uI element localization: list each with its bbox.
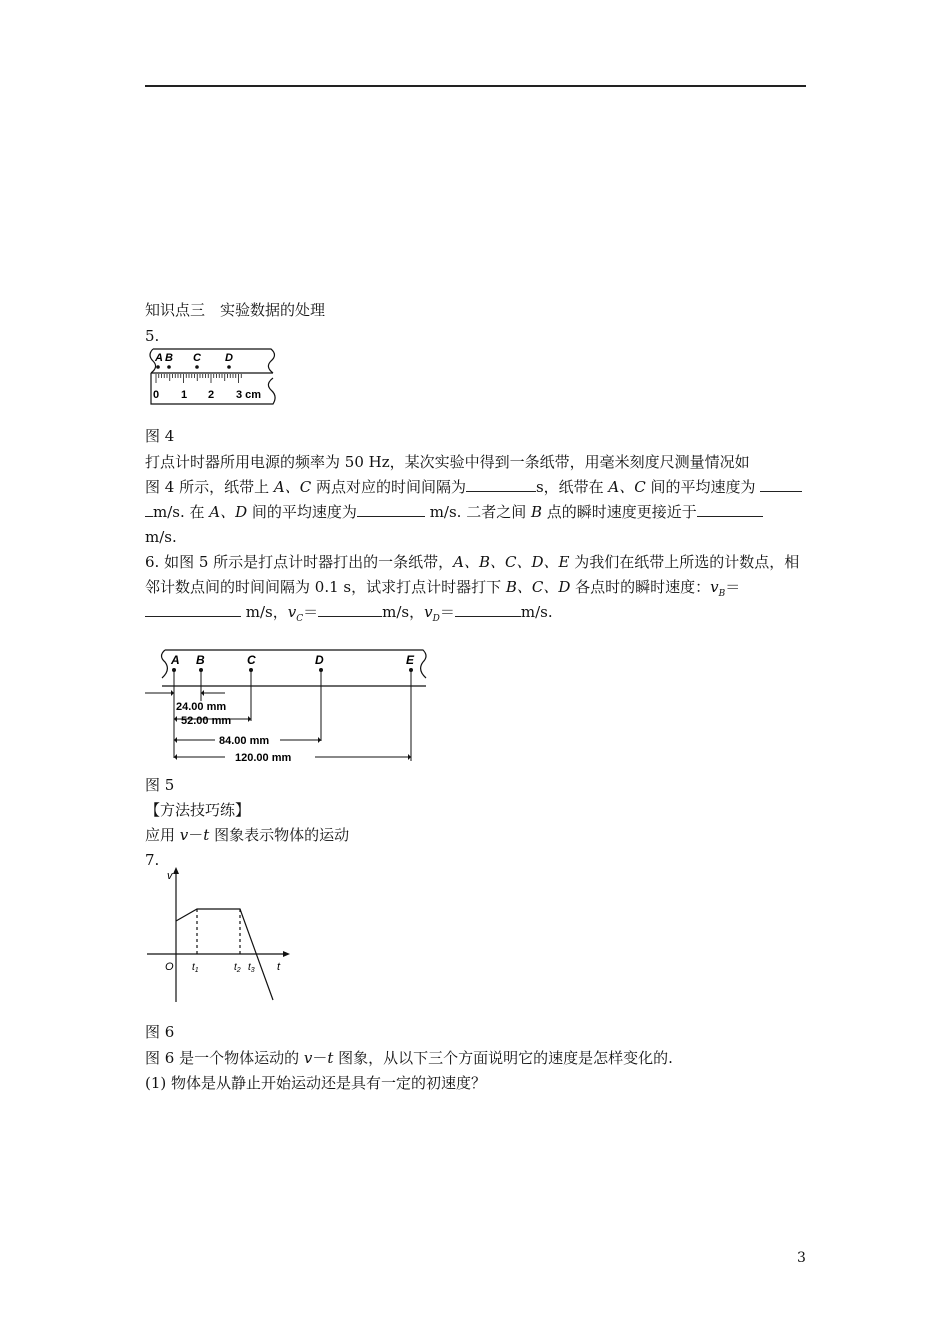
figure-6-caption: 图 6: [145, 1023, 175, 1041]
q7-text-line-1: 图 6 是一个物体运动的 v－t 图象，从以下三个方面说明它的速度是怎样变化的.: [145, 1049, 673, 1067]
ruler-label-2: 2: [208, 389, 215, 401]
tape5-point-c: C: [247, 653, 256, 667]
figure-5-tape-measurements: [145, 646, 435, 768]
tape5-point-a: A: [171, 653, 180, 667]
question-7-number: 7.: [145, 851, 160, 869]
tape5-point-d: D: [315, 653, 324, 667]
page-number: 3: [797, 1250, 806, 1266]
q6-text-line-1: 6. 如图 5 所示是打点计时器打出的一条纸带，A、B、C、D、E 为我们在纸带上所选的计数点，相: [145, 553, 800, 571]
t2-label: $t_2$: [234, 962, 241, 974]
q5-text-line-3: m/s. 在 A、D 间的平均速度为 m/s. 二者之间 B 点的瞬时速度更接近于: [145, 502, 763, 522]
header-rule: [145, 85, 806, 87]
q6-text-line-2: 邻计数点间的时间间隔为 0.1 s，试求打点计时器打下 B、C、D 各点时的瞬时速度：$v_B=$: [145, 578, 741, 599]
ruler-label-3cm: 3 cm: [236, 389, 262, 401]
figure-5-caption: 图 5: [145, 776, 175, 794]
axis-v-label: v: [167, 870, 173, 882]
answer-blank-ad-speed: [357, 502, 425, 517]
answer-blank-vd: [455, 602, 521, 617]
t1-label: $t_1$: [192, 962, 199, 974]
tape-point-d: D: [225, 352, 233, 364]
q6-text-line-3: m/s，$v_C= m/s$，$v_D= m/s$.: [145, 602, 553, 629]
axis-t-label: t: [277, 961, 281, 973]
ruler-label-1: 1: [181, 389, 188, 401]
q5-text-line-1: 打点计时器所用电源的频率为 50 Hz，某次实验中得到一条纸带，用毫米刻度尺测量情况如: [145, 453, 750, 471]
answer-blank-b-speed: [697, 502, 763, 517]
answer-blank-vb: [145, 602, 241, 617]
answer-blank-ac-speed: [760, 477, 802, 492]
method-title: 应用 v－t 图象表示物体的运动: [145, 826, 350, 844]
ruler: [151, 373, 275, 404]
tape-point-c: C: [193, 352, 201, 364]
tape-point-a: A: [155, 352, 163, 364]
distance-ab: 24.00 mm: [176, 701, 227, 713]
t3-label: $t_3$: [248, 962, 255, 974]
q5-text-line-4: m/s.: [145, 528, 177, 546]
question-5-number: 5.: [145, 327, 160, 345]
tape-point-b: B: [165, 352, 173, 364]
q5-text-line-2: 图 4 所示，纸带上 A、C 两点对应的时间间隔为 s，纸带在 A、C 间的平均速度为: [145, 477, 802, 497]
figure-4-tape-ruler: [145, 346, 280, 406]
tape5-point-e: E: [406, 653, 415, 667]
distance-ae: 120.00 mm: [235, 752, 292, 764]
distance-ac: 52.00 mm: [181, 715, 232, 727]
origin-label: O: [165, 961, 174, 973]
q7-text-line-2: (1) 物体是从静止开始运动还是具有一定的初速度？: [145, 1074, 487, 1092]
answer-blank-interval: [466, 477, 536, 492]
method-heading: 【方法技巧练】: [145, 801, 251, 819]
figure-4-caption: 图 4: [145, 427, 175, 445]
distance-ad: 84.00 mm: [219, 735, 270, 747]
answer-blank-vc: [318, 602, 382, 617]
figure-6-vt-graph: [145, 866, 295, 1006]
section-title: 知识点三 实验数据的处理: [145, 301, 326, 319]
tape5-point-b: B: [196, 653, 205, 667]
ruler-label-0: 0: [153, 389, 160, 401]
